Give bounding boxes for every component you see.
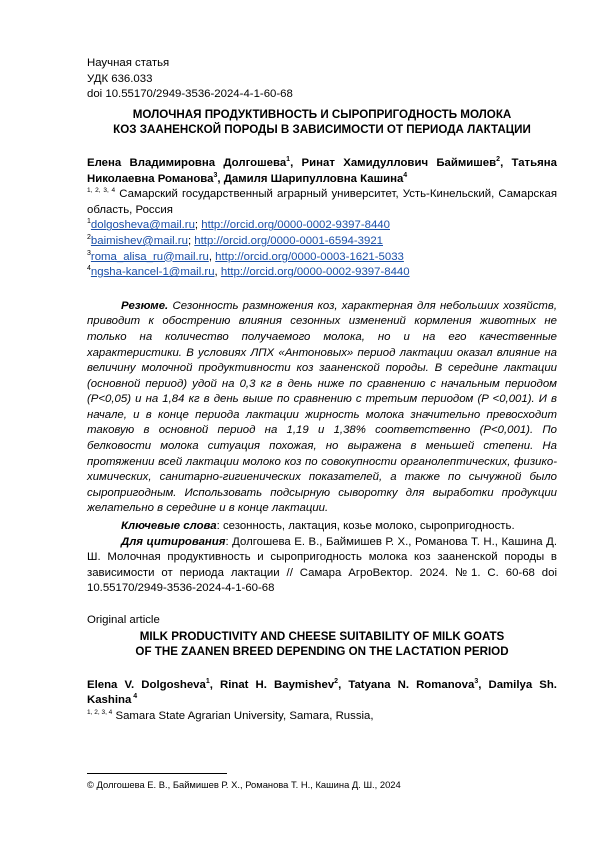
author-sep: , xyxy=(209,678,220,691)
author-sup: 2 xyxy=(334,677,339,685)
author-name: Елена Владимировна Долгошева xyxy=(87,156,287,169)
author-sep: , xyxy=(478,678,489,691)
author-sup: 1 xyxy=(286,156,291,164)
author-name: Elena V. Dolgosheva xyxy=(87,678,206,691)
footnote-divider xyxy=(87,773,227,774)
contact-sup: 1 xyxy=(87,218,91,226)
email-link[interactable]: baimishev@mail.ru xyxy=(90,234,188,247)
paper-content xyxy=(87,56,557,725)
keywords-text: : сезонность, лактация, козье молоко, сыропригодность. xyxy=(216,520,515,533)
orcid-link[interactable]: http://orcid.org/0000-0001-6594-3921 xyxy=(194,234,383,247)
author-name: Rinat H. Baymishev xyxy=(219,678,335,691)
author-contacts xyxy=(87,218,557,280)
contact-sup: 3 xyxy=(87,249,91,257)
article-meta xyxy=(87,56,557,103)
citation-label: Для цитирования xyxy=(121,535,226,548)
citation-text: : Долгошева Е. В., Баймишев Р. Х., Романова Т. Н., Кашина Д. Ш. Молочная продуктивность и сыропригодность молока коз зааненской породы в зависимости от периода лактации // Самара АгроВектор. 2024. №1. С. 60-68 doi 10.55170/2949-3536-2024-4-1-60-68 xyxy=(87,535,557,595)
keywords xyxy=(87,519,557,535)
author-sup: 4 xyxy=(403,171,408,179)
orcid-link[interactable]: http://orcid.org/0000-0003-1621-5033 xyxy=(215,250,404,263)
email-link[interactable]: ngsha-kancel-1@mail.ru xyxy=(90,266,215,279)
author-sep: , xyxy=(338,678,349,691)
email-link[interactable]: dolgosheva@mail.ru xyxy=(90,219,195,232)
contact-line: $^1$dolgosheva@mail.ru; http://orcid.org/0000-0002-9397-8440 xyxy=(87,218,390,232)
author-sup: 4 xyxy=(131,693,138,701)
author-sup: 3 xyxy=(213,171,218,179)
author-name: Damilya Sh. Kashina xyxy=(87,678,557,707)
author-sup: 2 xyxy=(496,156,501,164)
abstract-text: Сезонность размножения коз, характерная для небольших хозяйств, приводит к обострению влияния сезонных изменений кормления животных не только на количество получаемого молока, но и на его качественные характеристики. В условиях ЛПХ «Антоновых» период лактации оказал влияние на величину молочной продуктивности коз зааненской породы. В середине лактации (основной период) удой на 0,3 кг в день ниже по сравнению с начальным периодом (P<0,05) и на 1,84 кг в день выше по сравнению с третьим периодом (P <0,001). И в начале, и в конце периода лактации жирность молока значительно превосходит таковую в основной период на 1,19 и 1,38% соответственно (P<0,001). По белковости молока ситуация похожая, но выражена в меньшей степени. На протяжении всей лактации молоко коз по совокупности органолептических, физико-химических, санитарно-гигиенических показателей, а также по сычужной было сыропригодным. Использовать подсырную сыворотку для выработки продукции желательно в середине и в конце лактации. xyxy=(87,299,557,515)
authors-en xyxy=(87,678,557,709)
title-ru-line2: КОЗ ЗААНЕНСКОЙ ПОРОДЫ В ЗАВИСИМОСТИ ОТ ПЕРИОДА ЛАКТАЦИИ xyxy=(113,123,531,137)
title-en-line1: MILK PRODUCTIVITY AND CHEESE SUITABILITY OF MILK GOATS xyxy=(139,629,505,643)
email-link[interactable]: roma_alisa_ru@mail.ru xyxy=(90,250,209,263)
contact-sup: 4 xyxy=(87,265,91,273)
doi: doi 10.55170/2949-3536-2024-4-1-60-68 xyxy=(87,88,293,101)
orcid-link[interactable]: http://orcid.org/0000-0002-9397-8440 xyxy=(220,266,410,279)
affiliation-ru xyxy=(87,187,557,218)
author-name: Дамиля Шарипулловна Кашина xyxy=(223,172,404,185)
author-sep: , xyxy=(500,156,512,169)
contact-line: $^2$baimishev@mail.ru; http://orcid.org/0000-0001-6594-3921 xyxy=(87,234,383,247)
author-sup: 1 xyxy=(205,677,210,685)
contact-line: $^4$ngsha-kancel-1@mail.ru, http://orcid.org/0000-0002-9397-8440 xyxy=(87,265,410,279)
contact-sup: 2 xyxy=(87,234,91,242)
article-type: Научная статья xyxy=(87,57,170,69)
title-ru xyxy=(87,107,557,138)
affiliation-text: Samara State Agrarian University, Samara, Russia, xyxy=(115,709,374,722)
title-en xyxy=(87,629,557,660)
author-name: Ринат Хамидуллович Баймишев xyxy=(301,156,497,169)
authors-ru xyxy=(87,156,557,187)
author-sep: , xyxy=(217,172,224,185)
affiliation-en xyxy=(87,709,557,725)
author-sep: , xyxy=(290,156,302,169)
title-en-line2: OF THE ZAANEN BREED DEPENDING ON THE LACTATION PERIOD xyxy=(135,645,509,659)
affiliation-sup: 1, 2, 3, 4 xyxy=(87,709,113,717)
abstract xyxy=(87,299,557,517)
author-name: Татьяна Николаевна Романова xyxy=(87,156,557,185)
author-name: Tatyana N. Romanova xyxy=(348,678,475,691)
copyright-footnote: © Долгошева Е. В., Баймишев Р. Х., Романова Т. Н., Кашина Д. Ш., 2024 xyxy=(87,779,401,790)
article-type-en: Original article xyxy=(87,614,160,626)
contact-line: $^3$roma_alisa_ru@mail.ru, http://orcid.org/0000-0003-1621-5033 xyxy=(87,249,404,263)
citation xyxy=(87,535,557,597)
title-ru-line1: МОЛОЧНАЯ ПРОДУКТИВНОСТЬ И СЫРОПРИГОДНОСТЬ МОЛОКА xyxy=(132,107,512,121)
udc-code: УДК 636.033 xyxy=(87,72,153,85)
affiliation-text: Самарский государственный аграрный университет, Усть-Кинельский, Самарская область, Россия xyxy=(87,188,557,216)
author-sup: 3 xyxy=(474,677,479,685)
orcid-link[interactable]: http://orcid.org/0000-0002-9397-8440 xyxy=(201,219,390,232)
keywords-label: Ключевые слова xyxy=(121,520,217,533)
affiliation-sup: 1, 2, 3, 4 xyxy=(87,187,116,195)
abstract-label: Резюме. xyxy=(121,299,169,312)
